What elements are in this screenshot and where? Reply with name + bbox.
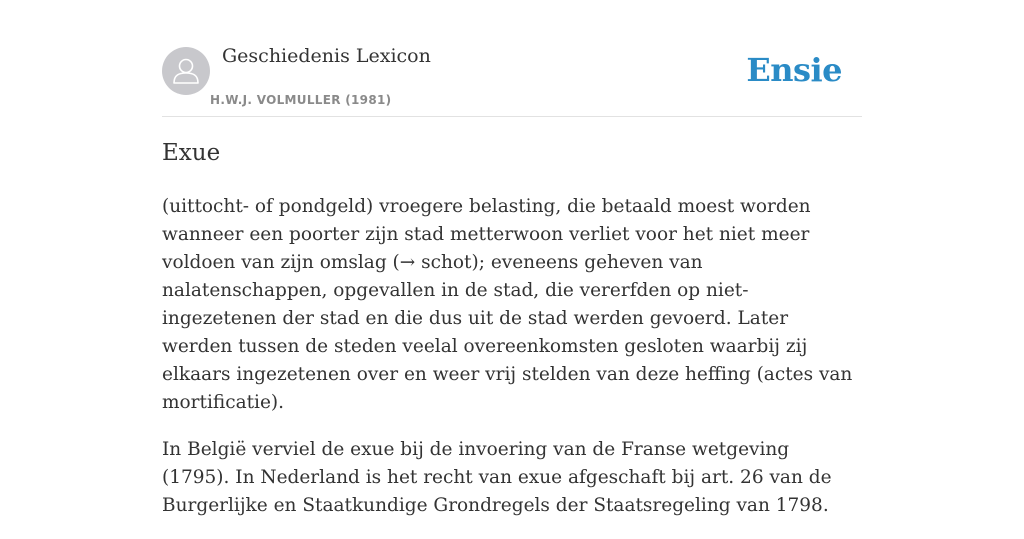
lexicon-title[interactable]: Geschiedenis Lexicon [222, 45, 431, 67]
user-icon [162, 47, 210, 95]
avatar[interactable] [162, 47, 210, 95]
entry-title: Exue [162, 140, 221, 166]
author-label[interactable]: H.W.J. VOLMULLER (1981) [210, 93, 392, 107]
brand-logo[interactable]: Ensie [746, 51, 842, 89]
entry-body [162, 193, 862, 539]
paragraph: In België verviel de exue bij de invoering van de Franse wetgeving (1795). In Nederland is het recht van exue afgeschaft bij art. 26 van de Burgerlijke en Staatkundige Grondregels der Staatsregeling van 1798. [162, 439, 832, 516]
header [162, 0, 862, 117]
paragraph: (uittocht- of pondgeld) vroegere belasting, die betaald moest worden wanneer een poorter zijn stad metterwoon verliet voor het niet meer voldoen van zijn omslag (→ schot); eveneens geheven van nalatenschappen, opgevallen in de stad, die vererfden op niet-ingezetenen der stad en die dus uit de stad werden gevoerd. Later werden tussen de steden veelal overeenkomsten gesloten waarbij zij elkaars ingezetenen over en weer vrij stelden van deze heffing (actes van mortificatie). [162, 196, 853, 413]
page-container [162, 0, 862, 516]
